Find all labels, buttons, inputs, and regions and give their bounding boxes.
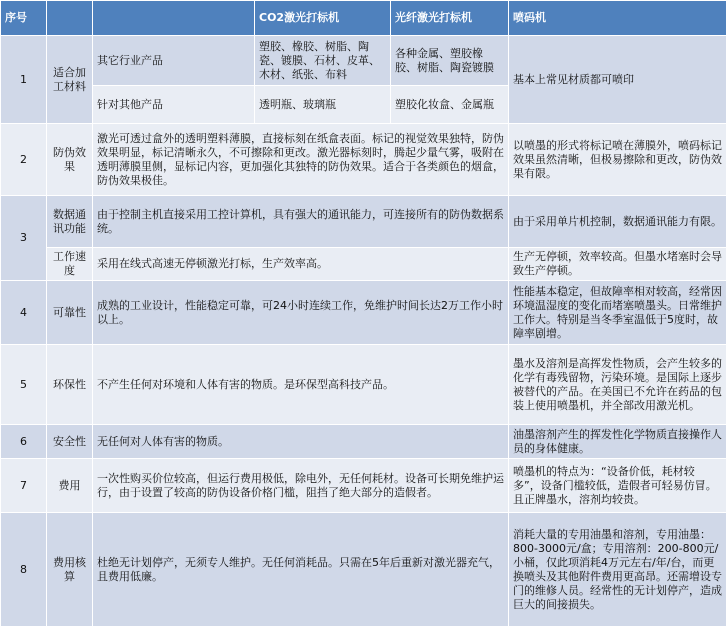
header-row [1,1,726,36]
row-category: 工作速度 [47,248,93,281]
inkjet-cell: 性能基本稳定，但故障率相对较高，经常因环境温湿度的变化而堵塞喷墨头。日常维护工作大。特别是当冬季室温低于5度时，故障率剧增。 [509,281,726,345]
laser-cell: 一次性购买价位较高，但运行费用极低，除电外，无任何耗材。设备可长期免维护运行，由于设置了较高的防伪设备价格门槛，阻挡了绝大部分的造假者。 [93,459,509,513]
laser-cell: 无任何对人体有害的物质。 [93,425,509,459]
table-row [1,196,726,248]
inkjet-cell: 基本上常见材质都可喷印 [509,36,726,124]
row-description: 针对其他产品 [93,86,255,124]
laser-cell: 采用在线式高速无停顿激光打标，生产效率高。 [93,248,509,281]
row-number: 3 [1,196,47,281]
header-inkjet: 喷码机 [509,1,726,36]
fiber-cell: 塑胶化妆盒、金属瓶 [391,86,509,124]
header-co2-laser: CO2激光打标机 [255,1,391,36]
row-number: 5 [1,345,47,425]
row-number: 8 [1,513,47,627]
row-number: 7 [1,459,47,513]
header-category [47,1,93,36]
inkjet-cell: 喷墨机的特点为：“设备价低，耗材较多”，设备门槛较低，造假者可轻易仿冒。且正牌墨水，溶剂均较贵。 [509,459,726,513]
inkjet-cell: 生产无停顿，效率较高。但墨水堵塞时会导致生产停顿。 [509,248,726,281]
inkjet-cell: 由于采用单片机控制，数据通讯能力有限。 [509,196,726,248]
row-number: 2 [1,124,47,196]
row-category: 费用核算 [47,513,93,627]
row-category: 安全性 [47,425,93,459]
inkjet-cell: 油墨溶剂产生的挥发性化学物质直接操作人员的身体健康。 [509,425,726,459]
header-description [93,1,255,36]
row-category: 数据通讯功能 [47,196,93,248]
table-row [1,248,726,281]
row-category: 可靠性 [47,281,93,345]
table-row [1,281,726,345]
laser-cell: 由于控制主机直接采用工控计算机，具有强大的通讯能力，可连接所有的防伪数据系统。 [93,196,509,248]
table-row [1,459,726,513]
row-category: 费用 [47,459,93,513]
table-row [1,124,726,196]
inkjet-cell: 以喷墨的形式将标记喷在薄膜外，喷码标记效果虽然清晰，但极易擦除和更改，防伪效果有限。 [509,124,726,196]
co2-cell: 塑胶、橡胶、树脂、陶瓷、镀膜、石材、皮革、木材、纸张、布料 [255,36,391,86]
laser-cell: 成熟的工业设计，性能稳定可靠，可24小时连续工作，免维护时间长达2万工作小时以上。 [93,281,509,345]
header-number: 序号 [1,1,47,36]
co2-cell: 透明瓶、玻璃瓶 [255,86,391,124]
table-row [1,513,726,627]
row-category: 防伪效果 [47,124,93,196]
header-fiber-laser: 光纤激光打标机 [391,1,509,36]
table-row [1,36,726,86]
row-description: 其它行业产品 [93,36,255,86]
inkjet-cell: 墨水及溶剂是高挥发性物质，会产生较多的化学有毒残留物，污染环境。是国际上逐步被替代的产品。在美国已不允许在药品的包装上使用喷墨机，并全部改用激光机。 [509,345,726,425]
row-number: 4 [1,281,47,345]
laser-cell: 杜绝无计划停产，无须专人维护。无任何消耗品。只需在5年后重新对激光器充气，且费用低廉。 [93,513,509,627]
row-category: 环保性 [47,345,93,425]
row-number: 6 [1,425,47,459]
row-category: 适合加工材料 [47,36,93,124]
inkjet-cell: 消耗大量的专用油墨和溶剂，专用油墨：800-3000元/盒；专用溶剂：200-800元/小桶，仅此项消耗4万元左右/年/台，而更换喷头及其他附件费用更高昂。还需增设专门的维修人员。经常性的无计划停产，造成巨大的间接损失。 [509,513,726,627]
row-number: 1 [1,36,47,124]
table-row [1,345,726,425]
laser-cell: 激光可透过盒外的透明塑料薄膜，直接标刻在纸盒表面。标记的视觉效果独特，防伪效果明显，标记清晰永久，不可擦除和更改。激光器标刻时，腾起少量气雾，吸附在透明薄膜里侧，显标记内容，更加强化其独特的防伪效果。适合于各类颜色的烟盒，防伪效果极佳。 [93,124,509,196]
fiber-cell: 各种金属、塑胶橡胶、树脂、陶瓷镀膜 [391,36,509,86]
laser-cell: 不产生任何对环境和人体有害的物质。是环保型高科技产品。 [93,345,509,425]
table-row [1,425,726,459]
